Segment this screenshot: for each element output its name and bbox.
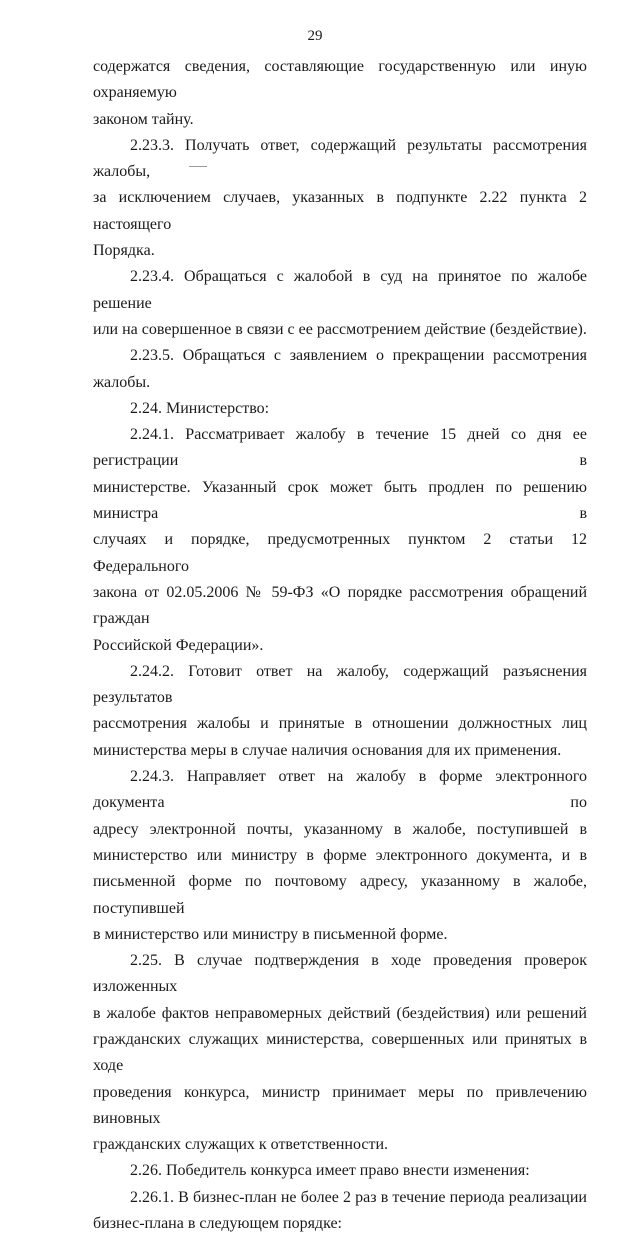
text-line: 2.24.1. Рассматривает жалобу в течение 15 дней со дня ее регистрации в [93,426,587,470]
text-line: 2.23.3. Получать ответ, содержащий результаты рассмотрения жалобы, [93,136,587,181]
scan-speck [189,166,207,167]
text-line: 2.26. Победитель конкурса имеет право внести изменения: [130,1162,530,1180]
paragraph-p1 [93,133,587,264]
paragraph-p3 [93,343,587,396]
paragraph-p7 [93,764,587,948]
text-line: 2.26.1. В бизнес-план не более 2 раз в течение периода реализации [130,1188,587,1206]
page-number: 29 [307,28,323,44]
text-line: рассмотрения жалобы и принятые в отношении должностных лиц [93,715,587,733]
text-line: 2.23.4. Обращаться с жалобой в суд на принятое по жалобе решение [93,268,587,312]
text-line: 2.24.2. Готовит ответ на жалобу, содержащий разъяснения результатов [93,662,587,707]
text-line: министерство или министру в форме электронного документа, и в [93,846,587,864]
text-line: министерства меры в случае наличия основания для их применения. [93,741,562,759]
document-body [93,54,587,1237]
paragraph-p4 [93,396,587,422]
paragraph-p5 [93,422,587,659]
text-line: в жалобе фактов неправомерных действий (бездействия) или решений [93,1004,587,1022]
text-line: проведения конкурса, министр принимает меры по привлечению виновных [93,1083,587,1127]
text-line: за исключением случаев, указанных в подпункте 2.22 пункта 2 настоящего [93,189,587,233]
text-line: 2.25. В случае подтверждения в ходе проведения проверок изложенных [93,952,587,996]
text-line: 2.24. Министерство: [130,399,270,417]
text-line: содержатся сведения, составляющие государственную или иную охраняемую [93,58,587,102]
text-line: министерстве. Указанный срок может быть продлен по решению министра в [93,478,587,523]
text-line: письменной форме по почтовому адресу, указанному в жалобе, поступившей [93,873,587,917]
paragraph-p0 [93,54,587,133]
text-line: Порядка. [93,242,155,260]
text-line: 2.23.5. Обращаться с заявлением о прекращении рассмотрения жалобы. [93,347,587,391]
paragraph-p6 [93,659,587,764]
text-line: бизнес-плана в следующем порядке: [93,1215,342,1233]
text-line: закона от 02.05.2006 № 59-ФЗ «О порядке рассмотрения обращений граждан [93,583,587,628]
text-line: законом тайну. [93,110,194,128]
text-line: адресу электронной почты, указанному в жалобе, поступившей в [93,820,587,838]
text-line: 2.24.3. Направляет ответ на жалобу в форме электронного документа по [93,768,587,812]
text-line: случаях и порядке, предусмотренных пунктом 2 статьи 12 Федерального [93,531,587,575]
text-line: гражданских служащих министерства, совершенных или принятых в ходе [93,1030,587,1075]
text-line: в министерство или министру в письменной форме. [93,925,448,943]
paragraph-p10 [93,1185,587,1237]
paragraph-p8 [93,948,587,1158]
text-line: или на совершенное в связи с ее рассмотрением действие (бездействие). [93,320,587,338]
text-line: Российской Федерации». [93,636,264,654]
paragraph-p9 [93,1158,587,1184]
paragraph-p2 [93,264,587,343]
text-line: гражданских служащих к ответственности. [93,1136,389,1154]
